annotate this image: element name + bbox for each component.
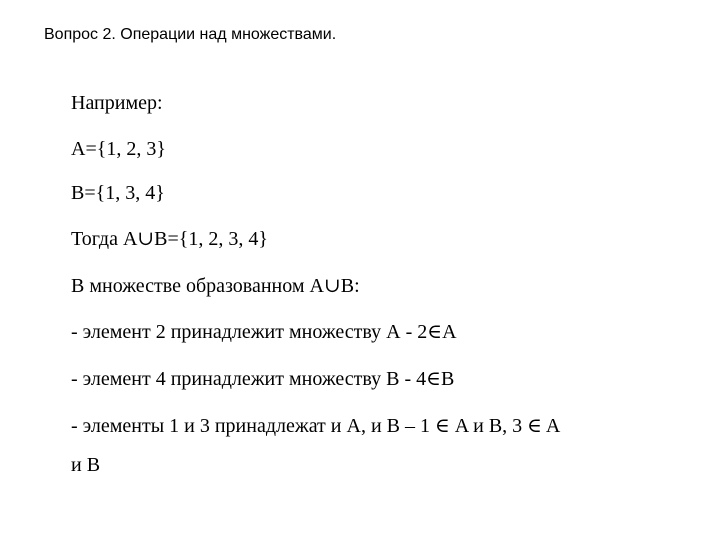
elements-1-3-membership-continued: и В bbox=[71, 454, 101, 476]
element-4-membership: - элемент 4 принадлежит множеству В - 4∈B bbox=[71, 368, 455, 390]
elements-1-3-membership: - элементы 1 и 3 принадлежат и А, и В – 1 ∈ A и B, 3 ∈ A bbox=[71, 415, 561, 437]
slide-title: Вопрос 2. Операции над множествами. bbox=[44, 26, 337, 43]
set-a-definition: A={1, 2, 3} bbox=[71, 138, 166, 160]
union-intro: В множестве образованном A∪B: bbox=[71, 275, 360, 297]
element-2-membership: - элемент 2 принадлежит множеству А - 2∈A bbox=[71, 321, 457, 343]
union-result: Тогда A∪B={1, 2, 3, 4} bbox=[71, 228, 268, 250]
example-heading: Например: bbox=[71, 92, 163, 114]
set-b-definition: B={1, 3, 4} bbox=[71, 182, 165, 204]
